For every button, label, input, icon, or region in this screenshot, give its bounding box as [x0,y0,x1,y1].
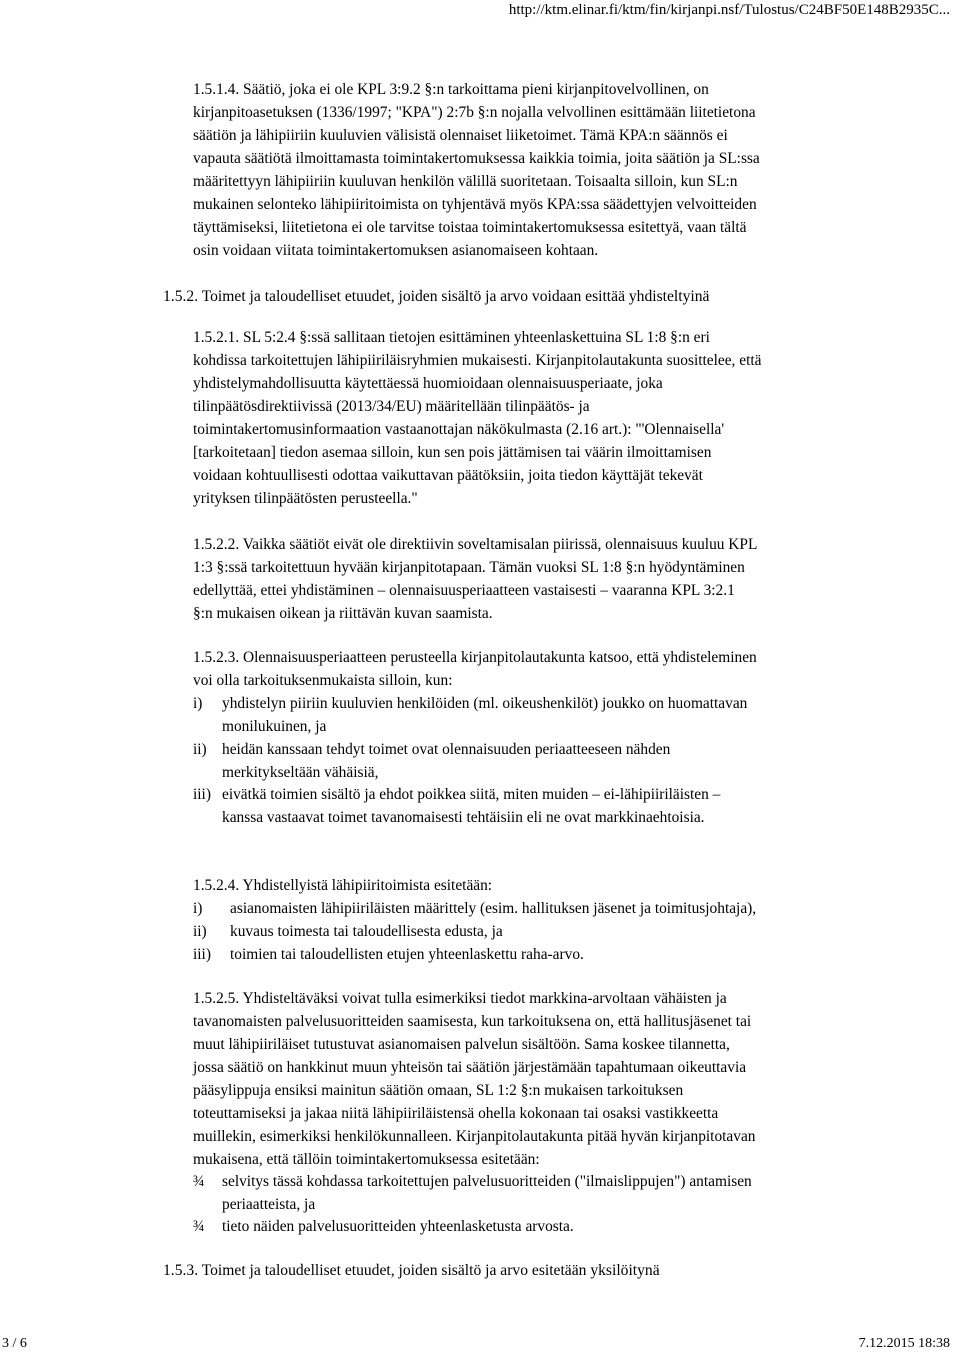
paragraph-line: jossa säätiö on hankkinut muun yhteisön tai säätiön järjestämään tapahtumaan oikeuttavia [193,1059,747,1076]
paragraph-line: edellyttää, ettei yhdistäminen – olennaisuusperiaatteen vastaisesti – vaaranna KPL 3:2.1 [193,582,735,599]
list-item [222,783,720,829]
paragraph-line: kirjanpitoasetuksen (1336/1997; "KPA") 2:7b §:n nojalla velvollinen esittämään liitetietona [193,104,756,121]
paragraph-line: 1.5.1.4. Säätiö, joka ei ole KPL 3:9.2 §:n tarkoittama pieni kirjanpitovelvollinen, on [193,81,709,98]
list-item [222,1215,574,1238]
list-item-line: kanssa vastaavat toimet tavanomaisesti tehtäisiin eli ne ovat markkinaehtoisia. [222,809,705,826]
list-item: asianomaisten lähipiiriläisten määrittely (esim. hallituksen jäsenet ja toimitusjohtaja), [230,900,757,917]
list-item [222,1170,752,1216]
paragraph-line: vapauta säätiötä ilmoittamasta toimintakertomuksessa kaikkia toimia, joita säätiön ja SL:ssa [193,150,760,167]
paragraph-line: yhdistelymahdollisuutta käytettäessä huomioidaan olennaisuusperiaate, joka [193,375,663,392]
list-item-line: tieto näiden palvelusuoritteiden yhteenlasketusta arvosta. [222,1218,574,1235]
paragraph-line: säätiön ja lähipiiriin kuuluvien välisistä olennaiset liiketoimet. Tämä KPA:n säännös ei [193,127,728,144]
url-header: http://ktm.elinar.fi/ktm/fin/kirjanpi.nsf/Tulostus/C24BF50E148B2935C... [508,2,950,18]
list-item-line: yhdistelyn piiriin kuuluvien henkilöiden (ml. oikeushenkilöt) joukko on huomattavan [222,695,748,712]
list-marker: iii) [193,786,211,803]
paragraph-line: mukaisena, että tällöin toimintakertomuksessa esitetään: [193,1151,540,1168]
section-1-5-2-5 [193,987,755,1171]
paragraph-line: kohdissa tarkoitettujen lähipiiriläisryhmien mukaisesti. Kirjanpitolautakunta suosittelee, että [193,352,762,369]
list-item-line: periaatteista, ja [222,1196,316,1213]
paragraph-line: pääsylippuja ensiksi mainitun säätiön omaan, SL 1:2 §:n mukaisen tarkoituksen [193,1082,684,1099]
list-marker: ¾ [193,1218,205,1235]
section-heading-1-5-2: 1.5.2. Toimet ja taloudelliset etuudet, joiden sisältö ja arvo voidaan esittää yhdisteltyinä [163,288,710,305]
list-item-line: eivätkä toimien sisältö ja ehdot poikkea siitä, miten muiden – ei-lähipiiriläisten – [222,786,721,803]
paragraph-line: 1.5.2.2. Vaikka säätiöt eivät ole direktiivin soveltamisalan piirissä, olennaisuus kuuluu KPL [193,536,758,553]
paragraph-line: tilinpäätösdirektiivissä (2013/34/EU) määritellään tilinpäätös- ja [193,398,590,415]
list-marker: ii) [193,741,207,758]
list-marker: ii) [193,923,207,940]
list-marker: i) [193,900,203,917]
section-1-5-2-4 [193,874,492,897]
paragraph-line: voidaan kohtuullisesti odottaa vaikuttavan päätöksiin, joita tiedon käyttäjät tekevät [193,467,703,484]
paragraph-line: §:n mukaisen oikean ja riittävän kuvan saamista. [193,605,493,622]
paragraph-line: 1:3 §:ssä tarkoitettuun hyvään kirjanpitotapaan. Tämän vuoksi SL 1:8 §:n hyödyntäminen [193,559,745,576]
paragraph-line: 1.5.2.5. Yhdisteltäväksi voivat tulla esimerkiksi tiedot markkina-arvoltaan vähäisten ja [193,990,727,1007]
paragraph-line: 1.5.2.3. Olennaisuusperiaatteen perusteella kirjanpitolautakunta katsoo, että yhdisteleminen [193,649,757,666]
list-marker: ¾ [193,1173,205,1190]
list-marker: iii) [193,946,211,963]
list-item [222,692,747,738]
paragraph-line: toimintakertomusinformaation vastaanottajan näkökulmasta (2.16 art.): "'Olennaisella' [193,421,725,438]
section-1-5-1-4 [193,78,760,262]
paragraph-line: muut lähipiiriläiset tutustuvat asianomaisen palvelun sisältöön. Sama koskee tilannetta, [193,1036,730,1053]
list-item: kuvaus toimesta tai taloudellisesta edusta, ja [230,923,503,940]
section-1-5-2-3 [193,646,757,692]
paragraph-line: muillekin, esimerkiksi henkilökunnalleen. Kirjanpitolautakunta pitää hyvän kirjanpitotavan [193,1128,756,1145]
print-datetime: 7.12.2015 18:38 [858,1336,950,1351]
section-1-5-2-2 [193,533,757,625]
list-item [222,738,670,784]
list-item-line: heidän kanssaan tehdyt toimet ovat olennaisuuden periaatteeseen nähden [222,741,671,758]
section-heading-1-5-3: 1.5.3. Toimet ja taloudelliset etuudet, joiden sisältö ja arvo esitetään yksilöitynä [163,1262,660,1279]
paragraph-line: toteuttamiseksi ja jakaa niitä lähipiiriläistensä ohella kokonaan tai osaksi vastikkeetta [193,1105,719,1122]
paragraph-line: [tarkoitetaan] tiedon asemaa silloin, kun sen pois jättämisen tai väärin ilmoittamisen [193,444,712,461]
page-number: 3 / 6 [2,1336,27,1351]
paragraph-line: yrityksen tilinpäätösten perusteella." [193,490,418,507]
paragraph-line: tavanomaisten palvelusuoritteiden saamisesta, kun tarkoituksena on, että hallitusjäsenet tai [193,1013,752,1030]
paragraph-line: 1.5.2.1. SL 5:2.4 §:ssä sallitaan tietojen esittäminen yhteenlaskettuina SL 1:8 §:n eri [193,329,710,346]
list-item: toimien tai taloudellisten etujen yhteenlaskettu raha-arvo. [230,946,584,963]
section-1-5-2-1 [193,326,761,510]
paragraph-line: voi olla tarkoituksenmukaista silloin, kun: [193,672,453,689]
paragraph-line: mukainen selonteko lähipiiritoimista on tyhjentävä myös KPA:ssa säädettyjen velvoitteiden [193,196,757,213]
list-item-line: monilukuinen, ja [222,718,327,735]
list-item-line: selvitys tässä kohdassa tarkoitettujen palvelusuoritteiden ("ilmaislippujen") antamisen [222,1173,752,1190]
paragraph-line: 1.5.2.4. Yhdistellyistä lähipiiritoimista esitetään: [193,877,493,894]
paragraph-line: täyttämiseksi, liitetietona ei ole tarvitse toistaa toimintakertomuksessa esitettyä, vaan tältä [193,219,747,236]
paragraph-line: osin voidaan viitata toimintakertomuksen asianomaiseen kohtaan. [193,242,599,259]
paragraph-line: määritettyyn lähipiiriin kuuluvan henkilön välillä suoritetaan. Toisaalta silloin, kun SL:n [193,173,738,190]
list-item-line: merkitykseltään vähäisiä, [222,764,379,781]
list-marker: i) [193,695,203,712]
